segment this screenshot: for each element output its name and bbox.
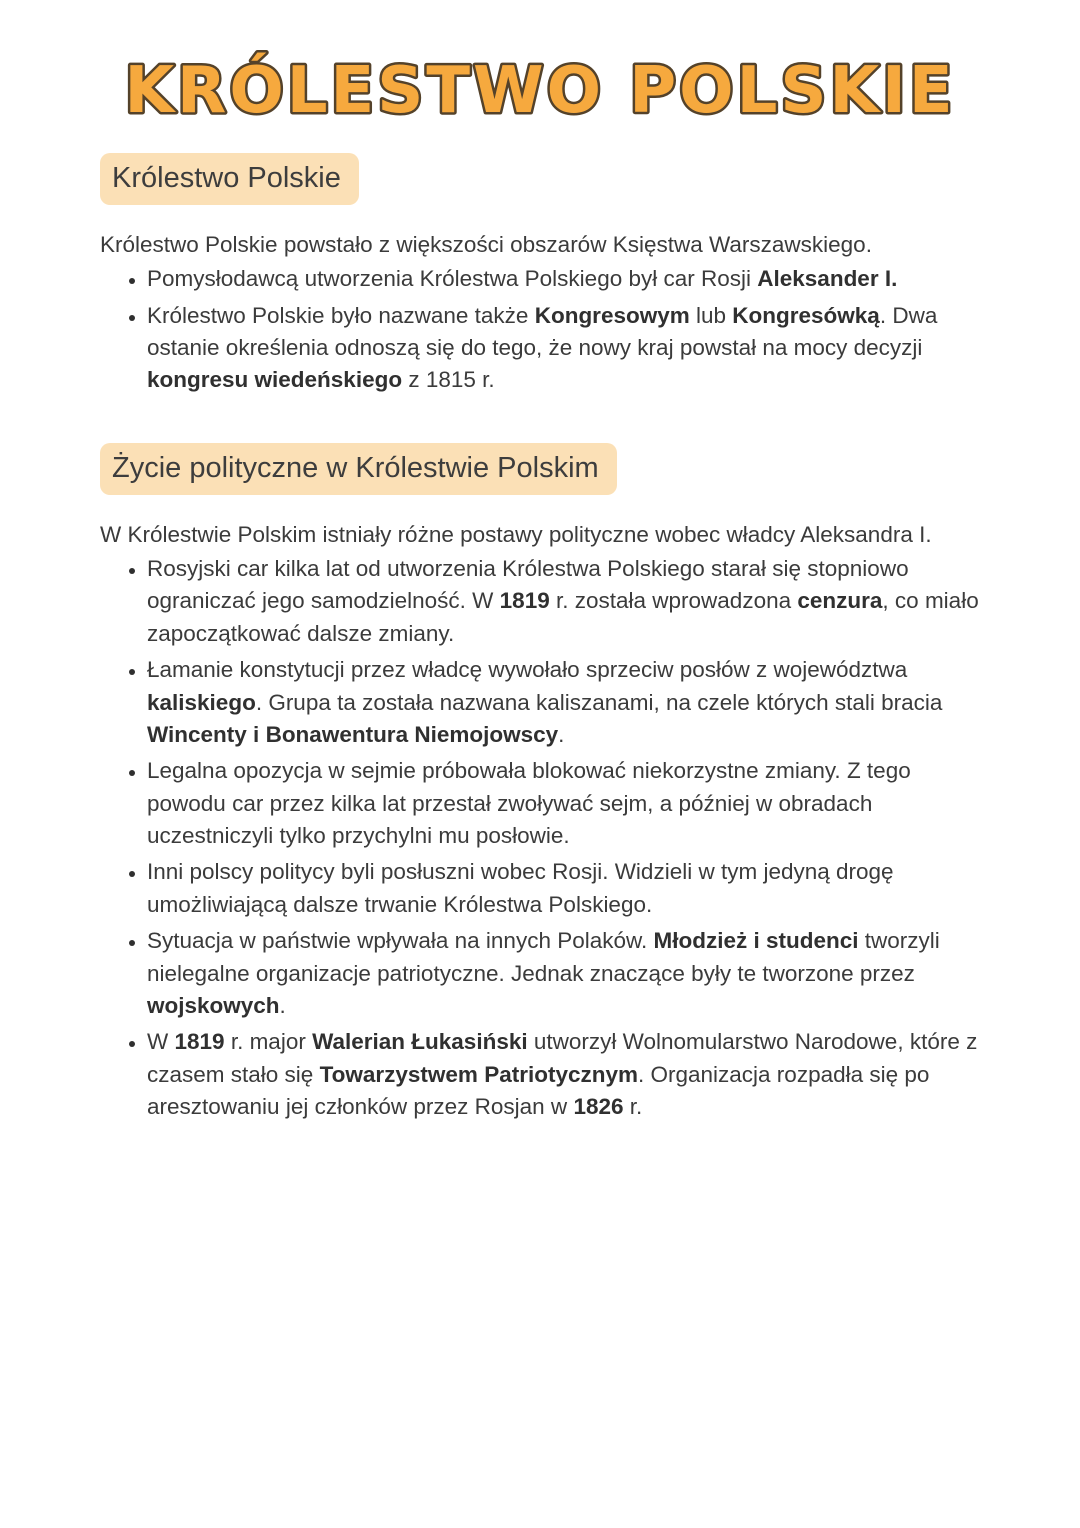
- page-title-wrap: [100, 48, 980, 139]
- section-heading: Królestwo Polskie: [100, 153, 359, 205]
- section-intro: [100, 519, 980, 551]
- bullet-item: [147, 263, 980, 295]
- bold-text: 1819: [499, 588, 550, 614]
- text-run: . Grupa ta została nazwana kaliszanami, na czele których stali bracia: [255, 689, 943, 715]
- text-run: .: [558, 721, 565, 747]
- section-intro: [100, 229, 980, 261]
- section-1: [100, 443, 980, 1124]
- bullet-item: [147, 1026, 980, 1123]
- text-run: , co miało zapoczątkować dalsze zmiany.: [147, 588, 979, 646]
- text-run: Sytuacja w państwie wpływała na innych Polaków.: [147, 928, 654, 954]
- text-run: W Królestwie Polskim istniały różne postawy polityczne wobec władcy Aleksandra I.: [100, 521, 932, 547]
- text-run: Łamanie konstytucji przez władcę wywołało sprzeciw posłów z województwa: [147, 657, 908, 683]
- bullet-item: [147, 755, 980, 852]
- bullet-item: [147, 300, 980, 397]
- text-run: . Organizacja rozpadła się po aresztowaniu jej członków przez Rosjan w: [147, 1061, 930, 1120]
- bold-text: Walerian Łukasiński: [312, 1029, 528, 1055]
- text-run: utworzył Wolnomularstwo Narodowe, które z czasem stało się: [147, 1029, 978, 1087]
- section-heading: Życie polityczne w Królestwie Polskim: [100, 443, 617, 495]
- bullet-item: [147, 553, 980, 650]
- text-run: Rosyjski car kilka lat od utworzenia Królestwa Polskiego starał się stopniowo ograniczać jego samodzielność. W: [147, 555, 909, 614]
- text-run: Legalna opozycja w sejmie próbowała blokować niekorzystne zmiany. Z tego powodu car przez kilka lat przestał zwoływać sejm, a później w obradach uczestniczyli tylko przychylni mu posłowie.: [147, 758, 911, 849]
- bold-text: cenzura: [797, 588, 883, 614]
- bold-text: Aleksander I.: [757, 266, 898, 292]
- bold-text: Kongresówką: [732, 302, 880, 328]
- bullet-list: [100, 263, 980, 397]
- bold-text: Młodzież i studenci: [653, 928, 859, 954]
- bold-text: Towarzystwem Patriotycznym: [319, 1061, 638, 1087]
- section-0: [100, 153, 980, 397]
- bullet-list: [100, 553, 980, 1124]
- bold-text: wojskowych: [147, 993, 280, 1019]
- bold-text: 1819: [174, 1029, 225, 1055]
- text-run: . Dwa ostanie określenia odnoszą się do tego, że nowy kraj powstał na mocy decyzji: [147, 302, 938, 360]
- bold-text: kaliskiego: [147, 689, 256, 715]
- text-run: .: [279, 993, 286, 1019]
- bold-text: Wincenty i Bonawentura Niemojowscy: [147, 721, 559, 747]
- text-run: Królestwo Polskie powstało z większości obszarów Księstwa Warszawskiego.: [100, 231, 872, 257]
- bold-text: Kongresowym: [534, 302, 690, 328]
- text-run: W: [147, 1029, 175, 1055]
- bullet-item: [147, 856, 980, 921]
- bullet-item: [147, 925, 980, 1022]
- text-run: Inni polscy politycy byli posłuszni wobec Rosji. Widzieli w tym jedyną drogę umożliwiającą dalsze trwanie Królestwa Polskiego.: [147, 859, 894, 917]
- page-title: KRÓLESTWO POLSKIE: [124, 54, 956, 128]
- bold-text: 1826: [573, 1094, 624, 1120]
- bullet-item: [147, 654, 980, 751]
- text-run: r. major: [224, 1029, 313, 1055]
- text-run: lub: [689, 302, 733, 328]
- text-run: Królestwo Polskie było nazwane także: [147, 302, 535, 328]
- page-title-art: [100, 48, 980, 134]
- sections-container: [100, 153, 980, 1124]
- text-run: z 1815 r.: [402, 367, 495, 393]
- bold-text: kongresu wiedeńskiego: [147, 367, 403, 393]
- text-run: tworzyli nielegalne organizacje patriotyczne. Jednak znaczące były te tworzone przez: [147, 928, 940, 986]
- text-run: Pomysłodawcą utworzenia Królestwa Polskiego był car Rosji: [147, 266, 758, 292]
- text-run: r. została wprowadzona: [549, 588, 798, 614]
- text-run: r.: [623, 1094, 643, 1120]
